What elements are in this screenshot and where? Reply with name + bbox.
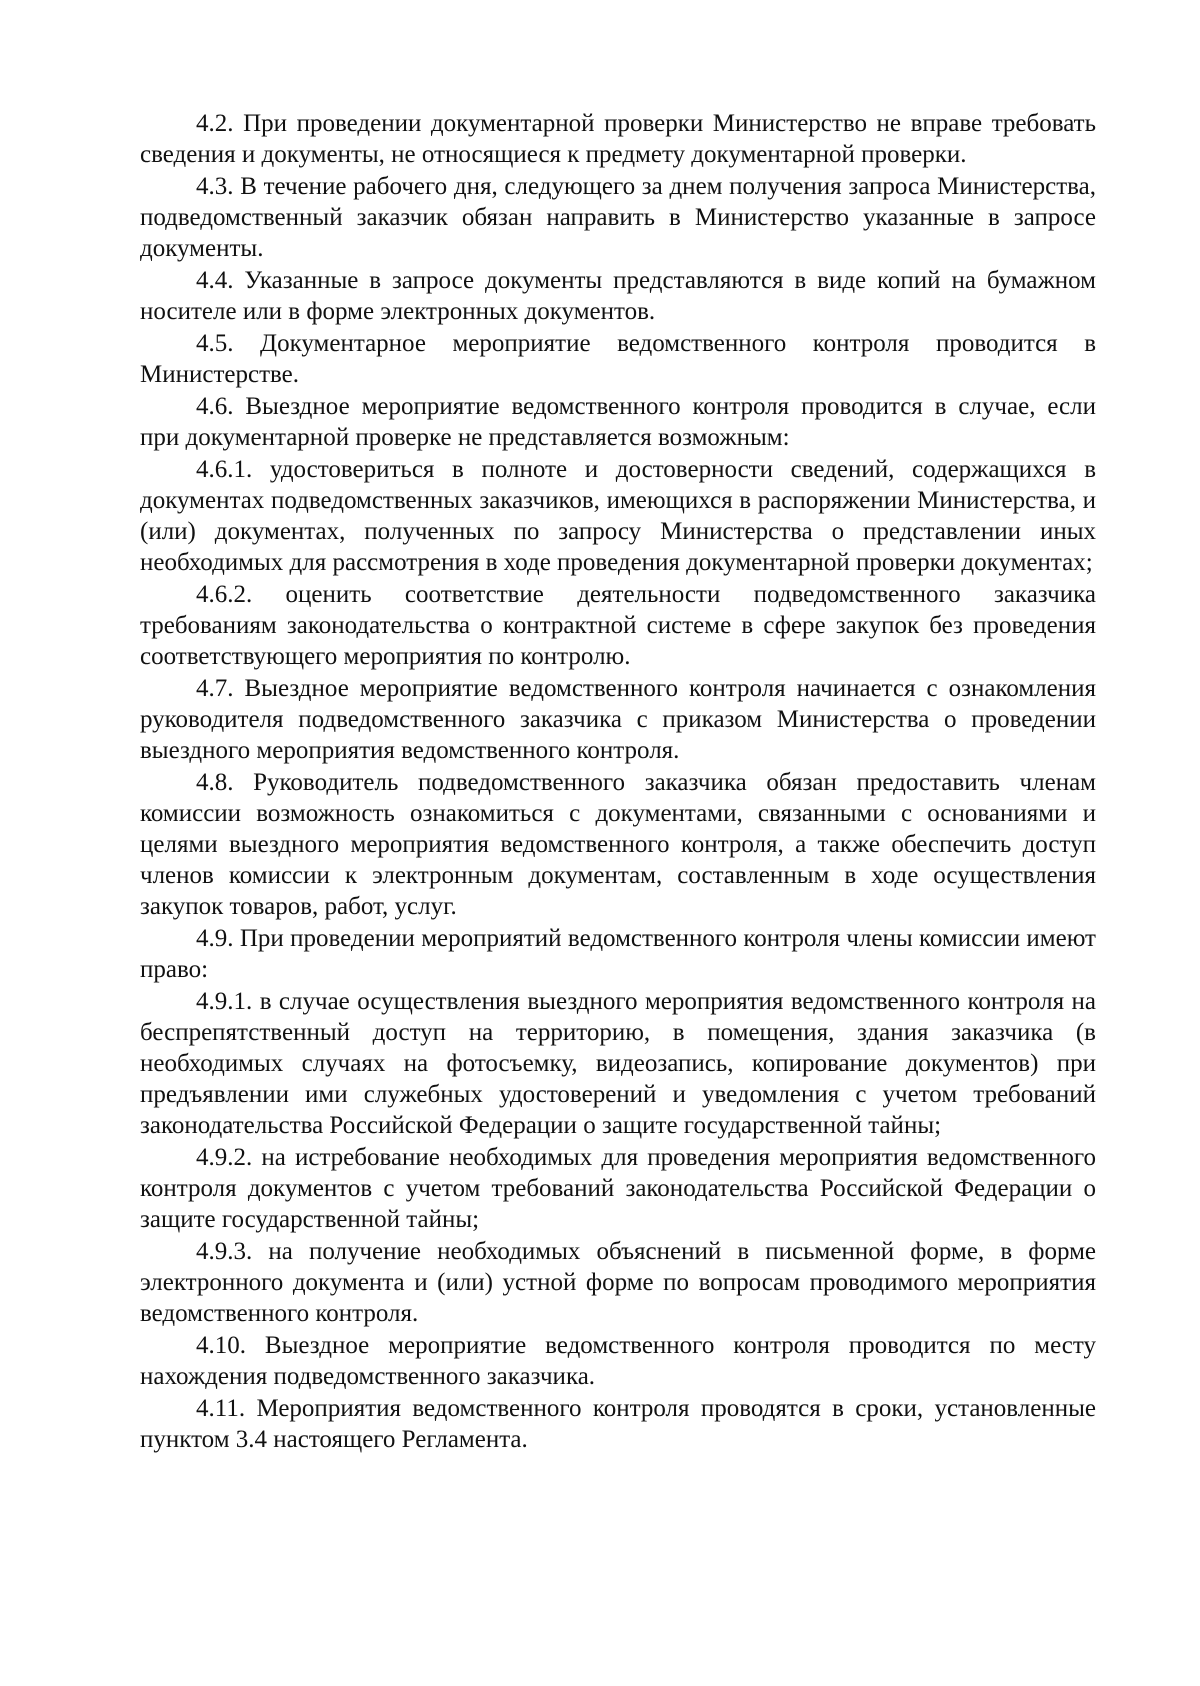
paragraph-4-9-1: 4.9.1. в случае осуществления выездного мероприятия ведомственного контроля на беспрепятственный доступ на территорию, в помещения, здания заказчика (в необходимых случаях на фотосъемку, видеозапись, копирование документов) при предъявлении ими служебных удостоверений и уведомления с учетом требований законодательства Российской Федерации о защите государственной тайны; [140,988,1096,1139]
paragraph-4-6-1: 4.6.1. удостовериться в полноте и достоверности сведений, содержащихся в документах подведомственных заказчиков, имеющихся в распоряжении Министерства, и (или) документах, полученных по запросу Министерства о представлении иных необходимых для рассмотрения в ходе проведения документарной проверки документах; [140,456,1096,576]
paragraph-4-11: 4.11. Мероприятия ведомственного контроля проводятся в сроки, установленные пунктом 3.4 настоящего Регламента. [140,1395,1096,1453]
paragraph-4-6-2: 4.6.2. оценить соответствие деятельности подведомственного заказчика требованиям законодательства о контрактной системе в сфере закупок без проведения соответствующего мероприятия по контролю. [140,581,1096,670]
document-body [140,108,1096,1456]
paragraph-4-2: 4.2. При проведении документарной проверки Министерство не вправе требовать сведения и документы, не относящиеся к предмету документарной проверки. [140,110,1096,168]
paragraph-4-6: 4.6. Выездное мероприятие ведомственного контроля проводится в случае, если при документарной проверке не представляется возможным: [140,393,1096,451]
paragraph-4-9: 4.9. При проведении мероприятий ведомственного контроля члены комиссии имеют право: [140,925,1096,983]
paragraph-4-9-2: 4.9.2. на истребование необходимых для проведения мероприятия ведомственного контроля документов с учетом требований законодательства Российской Федерации о защите государственной тайны; [140,1144,1096,1233]
paragraph-4-7: 4.7. Выездное мероприятие ведомственного контроля начинается с ознакомления руководителя подведомственного заказчика с приказом Министерства о проведении выездного мероприятия ведомственного контроля. [140,675,1096,764]
paragraph-4-8: 4.8. Руководитель подведомственного заказчика обязан предоставить членам комиссии возможность ознакомиться с документами, связанными с основаниями и целями выездного мероприятия ведомственного контроля, а также обеспечить доступ членов комиссии к электронным документам, составленным в ходе осуществления закупок товаров, работ, услуг. [140,769,1096,920]
paragraph-4-10: 4.10. Выездное мероприятие ведомственного контроля проводится по месту нахождения подведомственного заказчика. [140,1332,1096,1390]
paragraph-4-3: 4.3. В течение рабочего дня, следующего за днем получения запроса Министерства, подведомственный заказчик обязан направить в Министерство указанные в запросе документы. [140,173,1096,262]
paragraph-4-5: 4.5. Документарное мероприятие ведомственного контроля проводится в Министерстве. [140,330,1096,388]
paragraph-4-4: 4.4. Указанные в запросе документы представляются в виде копий на бумажном носителе или в форме электронных документов. [140,267,1096,325]
paragraph-4-9-3: 4.9.3. на получение необходимых объяснений в письменной форме, в форме электронного документа и (или) устной форме по вопросам проводимого мероприятия ведомственного контроля. [140,1238,1096,1327]
